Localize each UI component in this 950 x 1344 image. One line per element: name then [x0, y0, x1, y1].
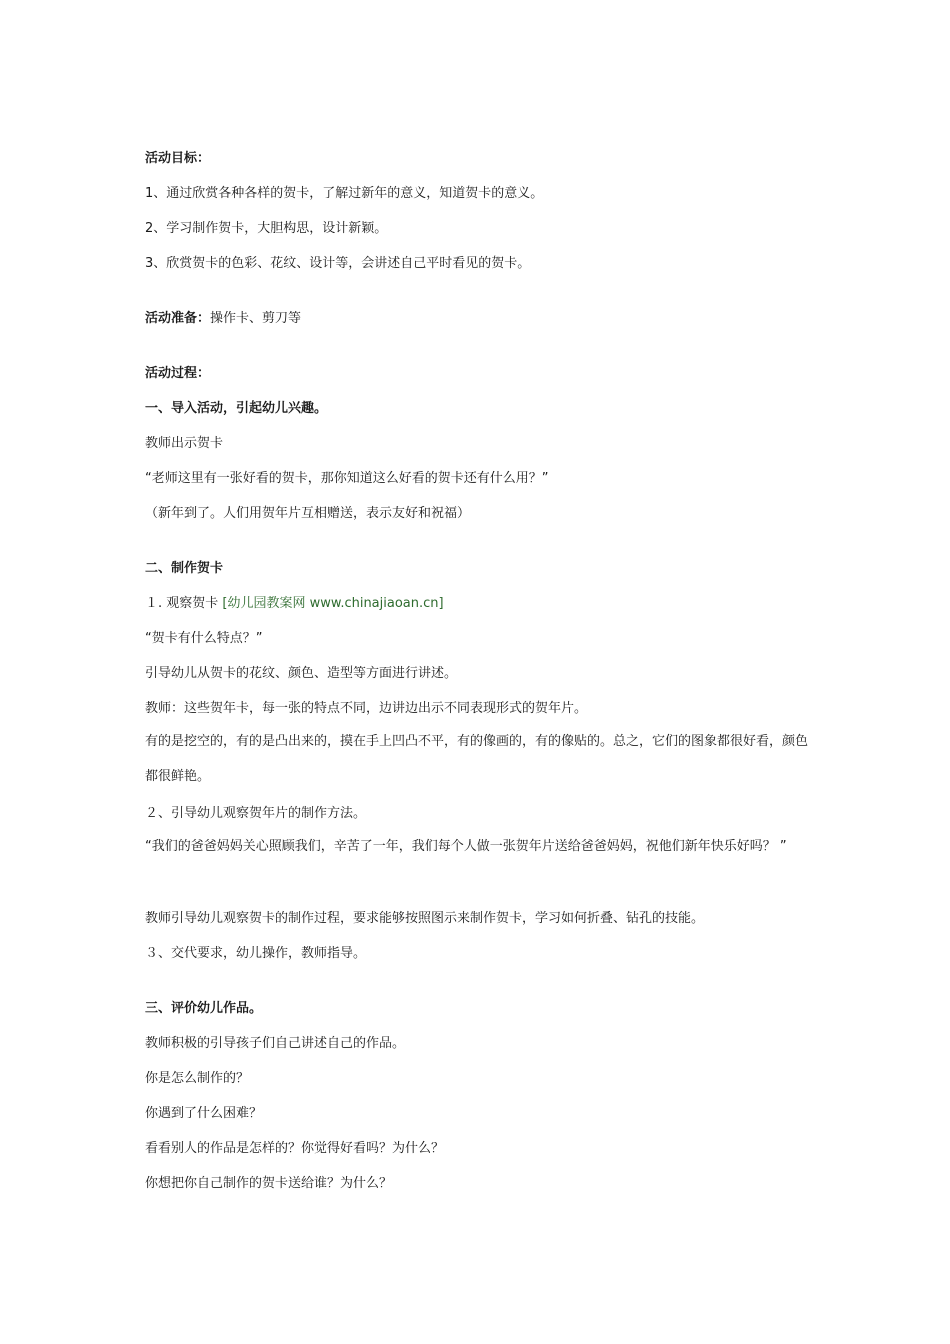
section1-line-1: 教师出示贺卡: [145, 436, 224, 451]
section2-para-2: “我们的爸爸妈妈关心照顾我们，辛苦了一年，我们每个人做一张贺年片送给爸爸妈妈，祝他们新年快乐好吗？ ”: [145, 839, 787, 854]
goal-item-2: 2、学习制作贺卡，大胆构思，设计新颖。: [145, 221, 388, 236]
section3-line-2: 你是怎么制作的？: [145, 1071, 250, 1086]
section1-line-3: （新年到了。人们用贺年片互相赠送，表示友好和祝福）: [145, 506, 471, 521]
step1-label: １. 观察贺卡: [145, 596, 223, 611]
section1-line-2: “老师这里有一张好看的贺卡，那你知道这么好看的贺卡还有什么用？”: [145, 471, 549, 486]
section3-line-1: 教师积极的引导孩子们自己讲述自己的作品。: [145, 1036, 406, 1051]
section2-step2: ２、引导幼儿观察贺年片的制作方法。: [145, 806, 367, 821]
goals-heading: 活动目标：: [145, 151, 211, 166]
prep-text: 操作卡、剪刀等: [210, 311, 302, 326]
section3-line-4: 看看别人的作品是怎样的？你觉得好看吗？为什么？: [145, 1141, 445, 1156]
section2-line-3: 教师：这些贺年卡，每一张的特点不同，边讲边出示不同表现形式的贺年片。: [145, 701, 588, 716]
prep-line: [145, 310, 301, 328]
section3-line-5: 你想把你自己制作的贺卡送给谁？为什么？: [145, 1176, 393, 1191]
section2-line-1: “贺卡有什么特点？”: [145, 631, 263, 646]
goal-item-3: 3、欣赏贺卡的色彩、花纹、设计等，会讲述自己平时看见的贺卡。: [145, 256, 531, 271]
process-heading: 活动过程：: [145, 366, 211, 381]
source-link[interactable]: [幼儿园教案网 www.chinajiaoan.cn]: [222, 596, 444, 611]
section2-step1: [145, 595, 444, 613]
section2-step3: ３、交代要求，幼儿操作，教师指导。: [145, 946, 367, 961]
section2-para-1: 有的是挖空的，有的是凸出来的，摸在手上凹凸不平，有的像画的，有的像贴的。总之，它们的图象都很好看，颜色都很鲜艳。: [145, 734, 809, 784]
section2-title: 二、制作贺卡: [145, 561, 224, 576]
goal-item-1: 1、通过欣赏各种各样的贺卡，了解过新年的意义，知道贺卡的意义。: [145, 186, 544, 201]
section2-line-2: 引导幼儿从贺卡的花纹、颜色、造型等方面进行讲述。: [145, 666, 458, 681]
section1-title: 一、导入活动，引起幼儿兴趣。: [145, 401, 328, 416]
section2-line-after: 教师引导幼儿观察贺卡的制作过程，要求能够按照图示来制作贺卡，学习如何折叠、钻孔的技能。: [145, 911, 705, 926]
section3-title: 三、评价幼儿作品。: [145, 1001, 263, 1016]
section3-line-3: 你遇到了什么困难？: [145, 1106, 263, 1121]
prep-heading: 活动准备：: [145, 311, 211, 326]
